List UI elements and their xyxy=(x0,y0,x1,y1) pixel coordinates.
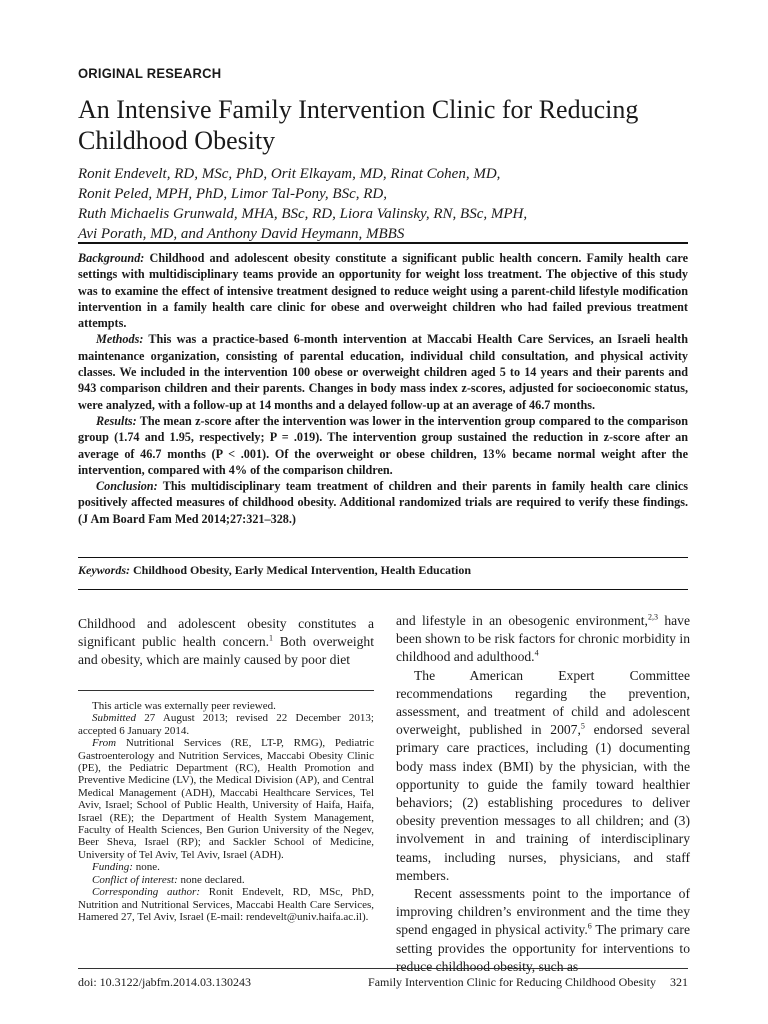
submitted-text: 27 August 2013; revised 22 December 2013; accepted 6 January 2014. xyxy=(78,712,374,737)
author-line: Ronit Endevelt, RD, MSc, PhD, Orit Elkayam, MD, Rinat Cohen, MD, xyxy=(78,166,501,182)
body-right-column xyxy=(396,612,690,976)
abstract xyxy=(78,250,688,527)
funding-label: Funding: xyxy=(92,861,133,874)
funding-text: none. xyxy=(132,861,160,874)
doi-link[interactable]: doi: 10.3122/jabfm.2014.03.130243 xyxy=(78,975,251,989)
footer-rule xyxy=(78,968,688,969)
footnote-rule xyxy=(78,690,374,691)
footnote-peer-review: This article was externally peer reviewed. xyxy=(92,700,276,712)
abstract-top-rule xyxy=(78,242,688,244)
submitted-label: Submitted xyxy=(92,712,136,725)
article-title: An Intensive Family Intervention Clinic for Reducing Childhood Obesity xyxy=(78,95,639,155)
conflict-label: Conflict of interest: xyxy=(92,873,178,886)
from-text: Nutritional Services (RE, LT-P, RMG), Pediatric Gastroenterology and Nutrition Services, Maccabi Obesity Clinic (PE), the Pediatric Department (RC), Health Promotion and Preventive Medicine (LV), the Medical Division (AP), and Central Medical Management (ADH), Maccabi Healthcare Services, Tel Aviv, Israel; School of Public Health, University of Haifa, Haifa, Israel (RE); the Department of Health System Management, Faculty of Health Sciences, Ben Gurion University of the Negev, Beer Sheva, Israel (RP); and Sackler School of Medicine, University of Tel Aviv, Tel Aviv, Israel (ADH). xyxy=(78,737,374,861)
body-paragraph xyxy=(396,885,690,976)
section-label: ORIGINAL RESEARCH xyxy=(78,65,222,82)
author-line: Ronit Peled, MPH, PhD, Limor Tal-Pony, BSc, RD, xyxy=(78,186,387,202)
reference-marker: 6 xyxy=(587,921,592,931)
abstract-background xyxy=(78,250,688,331)
conflict-text: none declared. xyxy=(177,873,245,886)
reference-marker: 2,3 xyxy=(647,612,658,622)
keywords-bottom-rule xyxy=(78,589,688,590)
body-text: Childhood and adolescent obesity constitutes a significant public health concern. xyxy=(78,616,374,650)
footnote-funding xyxy=(78,861,374,873)
footnotes xyxy=(78,700,374,923)
author-list xyxy=(78,164,698,244)
keywords-top-rule xyxy=(78,557,688,558)
keywords-text: Childhood Obesity, Early Medical Intervention, Health Education xyxy=(133,563,472,577)
keywords-label: Keywords: xyxy=(78,563,130,577)
methods-text: This was a practice-based 6-month intervention at Maccabi Health Care Services, an Israeli health maintenance organization, consisting of parental education, individual child consultation, and physical activity classes. We included in the intervention 100 obese or overweight children aged 5 to 14 years and their parents and 943 comparison children and their parents. Changes in body mass index z-scores, adjusted for socioeconomic status, were analyzed, with a follow-up at 14 months and a delayed follow-up at an average of 46.7 months. xyxy=(78,332,688,412)
corresponding-text: Ronit Endevelt, RD, MSc, PhD, Nutrition and Nutritional Services, Maccabi Health Care Services, Hamered 27, Tel Aviv, Israel (E-mail: rendevelt@univ.haifa.ac.il). xyxy=(78,886,374,923)
abstract-results xyxy=(78,413,688,478)
conclusion-text: This multidisciplinary team treatment of children and their parents in family health care clinics positively affected measures of childhood obesity. Additional randomized trials are required to verify these findings. (J Am Board Fam Med 2014;27:321–328.) xyxy=(78,479,689,526)
body-text: The primary care setting provides the opportunity for interventions to reduce childhood obesity, such as xyxy=(396,922,690,974)
corresponding-label: Corresponding author: xyxy=(92,886,200,899)
running-title: Family Intervention Clinic for Reducing Childhood Obesity xyxy=(368,975,656,989)
conclusion-label: Conclusion: xyxy=(96,479,158,494)
keywords xyxy=(78,563,688,578)
body-paragraph xyxy=(78,615,374,670)
footnote-submitted xyxy=(78,712,374,737)
body-text: Recent assessments point to the importance of improving children’s environment and the time they spend engaged in physical activity. xyxy=(396,886,690,938)
from-label: From xyxy=(92,737,117,750)
reference-marker: 4 xyxy=(534,648,539,658)
reference-marker: 5 xyxy=(580,721,585,731)
abstract-methods xyxy=(78,331,688,412)
body-text: and lifestyle in an obesogenic environment, xyxy=(396,613,648,628)
background-label: Background: xyxy=(78,251,145,265)
author-line: Ruth Michaelis Grunwald, MHA, BSc, RD, Liora Valinsky, RN, BSc, MPH, xyxy=(78,206,528,222)
author-line: Avi Porath, MD, and Anthony David Heymann, MBBS xyxy=(78,226,405,242)
body-text: endorsed several primary care practices, including (1) documenting body mass index (BMI) by the physician, with the opportunity to guide the family toward healthier behaviors; (2) establishing procedures to deliver obesity prevention messages to all children; and (3) involvement in and training of interdisciplinary teams, including nurses, physicians, and staff members. xyxy=(396,722,690,883)
footer-right xyxy=(368,975,688,990)
results-label: Results: xyxy=(96,413,137,428)
footnote-affiliations xyxy=(78,737,374,861)
page-footer xyxy=(78,975,688,990)
footnote-conflict xyxy=(78,874,374,886)
methods-label: Methods: xyxy=(96,332,144,347)
footnote-corresponding xyxy=(78,886,374,923)
abstract-conclusion xyxy=(78,478,688,527)
body-paragraph xyxy=(396,612,690,667)
body-text: have been shown to be risk factors for chronic morbidity in childhood and adulthood. xyxy=(396,613,690,665)
body-text: Both overweight and obesity, which are mainly caused by poor diet xyxy=(78,634,375,668)
body-text: The American Expert Committee recommendations regarding the prevention, assessment, and treatment of child and adolescent overweight, published in 2007, xyxy=(396,667,690,738)
body-paragraph xyxy=(396,667,690,885)
page-number: 321 xyxy=(670,975,688,989)
body-left-column xyxy=(78,615,374,670)
background-text: Childhood and adolescent obesity constitute a significant public health concern. Family health care settings with multidisciplinary teams provide an opportunity for weight loss treatment. The objective of this study was to examine the effect of intensive treatment designed to reduce weight using a parent-child lifestyle modification intervention in a family health care clinic for obese and overweight children who had failed previous treatment attempts. xyxy=(78,251,688,331)
reference-marker: 1 xyxy=(269,633,274,643)
results-text: The mean z-score after the intervention was lower in the intervention group compared to the comparison group (1.74 and 1.95, respectively; P = .019). The intervention group sustained the reduction in z-score after an average of 46.7 months (P < .001). Of the overweight or obese children, 13% became normal weight after the intervention, compared with 4% of the comparison children. xyxy=(78,413,689,477)
